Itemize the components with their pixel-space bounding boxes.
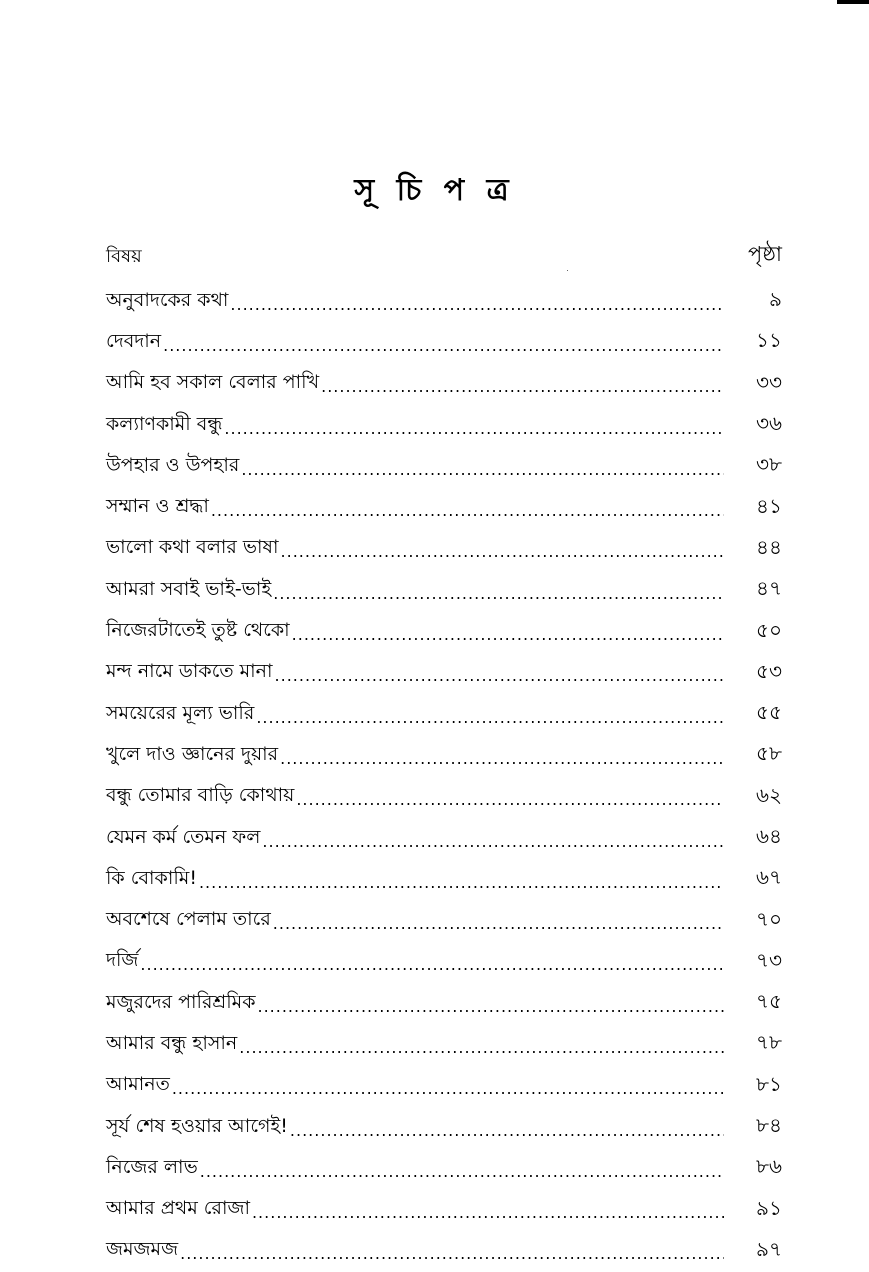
toc-entry-title: আমার প্রথম রোজা: [106, 1197, 250, 1220]
toc-entry-title: সম্মান ও শ্রদ্ধা: [106, 495, 209, 518]
toc-entry-page-number: ৭৮: [756, 1030, 782, 1055]
toc-entry: [106, 446, 782, 487]
toc-entry: [106, 1190, 782, 1231]
dot-leader: [256, 704, 724, 726]
dot-leader: [140, 951, 724, 973]
toc-entry-title: যেমন কর্ম তেমন ফল: [106, 825, 261, 848]
toc-entry: [106, 1024, 782, 1065]
toc-entry: [106, 322, 782, 363]
toc-entry-page-number: ৫৮: [756, 741, 782, 766]
page-title: সূ চি প ত্র: [354, 173, 515, 208]
toc-entry-title: জমজমজ: [106, 1238, 179, 1261]
toc-entry-title: কল্যাণকামী বন্ধু: [106, 412, 223, 435]
toc-entry-page-number: ৮১: [756, 1071, 782, 1096]
toc-entry-title: মজুরদের পারিশ্রমিক: [106, 990, 256, 1013]
dot-leader: [280, 745, 724, 767]
toc-entry-page-number: ৪৪: [756, 534, 782, 559]
toc-entry-title: দর্জি: [106, 949, 139, 972]
toc-entry-page-number: ৫০: [756, 617, 782, 642]
toc-entry: [106, 529, 782, 570]
dot-leader: [290, 1117, 724, 1139]
toc-entry: [106, 777, 782, 818]
dot-leader: [199, 869, 724, 891]
toc-entry-page-number: ১১: [756, 328, 782, 353]
toc-entry: [106, 1107, 782, 1148]
toc-entry-title: কি বোকামি!: [106, 866, 197, 889]
toc-entry: [106, 405, 782, 446]
toc-entry-title: আমানত: [106, 1073, 170, 1096]
toc-entry: [106, 1148, 782, 1189]
toc-entry-title: নিজেরটাতেই তুষ্ট থেকো: [106, 619, 290, 642]
dot-leader: [241, 456, 724, 478]
toc-entry-title: আমরা সবাই ভাই-ভাই: [106, 577, 272, 600]
dot-leader: [273, 580, 724, 602]
toc-entry-page-number: ৬৭: [755, 865, 782, 890]
toc-entry-page-number: ৩৬: [755, 411, 782, 436]
toc-entry: [106, 281, 782, 322]
toc-entry-page-number: ৯১: [756, 1195, 782, 1220]
toc-entry-title: অবশেষে পেলাম তারে: [106, 908, 271, 931]
toc-entry-page-number: ৭৩: [755, 947, 782, 972]
toc-entry-title: মন্দ নামে ডাকতে মানা: [106, 660, 273, 683]
toc-entry: [106, 364, 782, 405]
toc-entry-title: আমি হব সকাল বেলার পাখি: [106, 371, 320, 394]
toc-entry-page-number: ৬৪: [756, 824, 782, 848]
toc-entry-page-number: ৫৫: [756, 700, 782, 725]
dot-leader: [200, 1158, 724, 1180]
toc-entry-title: উপহার ও উপহার: [106, 453, 240, 476]
dot-leader: [230, 291, 724, 313]
toc-entry-title: সময়েরের মূল্য ভারি: [106, 701, 255, 724]
toc-entry-title: নিজের লাভ: [106, 1155, 198, 1178]
page-column-label: পৃষ্ঠা: [747, 242, 782, 266]
dot-leader: [281, 538, 724, 560]
toc-entry: [106, 653, 782, 694]
toc-entry-page-number: ৮৬: [756, 1154, 782, 1179]
dot-leader: [172, 1075, 724, 1097]
toc-entry: [106, 818, 782, 859]
dot-leader: [224, 415, 724, 437]
toc-entry: [106, 1066, 782, 1107]
toc-entry-page-number: ৯৭: [756, 1236, 782, 1261]
table-of-contents: [106, 281, 782, 1272]
toc-entry: [106, 487, 782, 528]
toc-entry: [106, 983, 782, 1024]
toc-entry-page-number: ৪১: [756, 493, 782, 518]
toc-entry: [106, 900, 782, 941]
toc-entry-page-number: ৮৪: [756, 1113, 782, 1138]
dot-leader: [262, 828, 724, 850]
toc-entry: [106, 611, 782, 652]
toc-entry-page-number: ৭০: [755, 906, 782, 931]
toc-entry-title: দেবদান: [106, 329, 162, 352]
dot-leader: [211, 497, 724, 519]
dot-leader: [296, 786, 724, 808]
corner-scan-mark: [837, 0, 869, 4]
toc-entry-title: বন্ধু তোমার বাড়ি কোথায়: [106, 784, 295, 807]
toc-entry-page-number: ৩৮: [756, 452, 782, 477]
toc-entry: [106, 735, 782, 776]
toc-entry: [106, 570, 782, 611]
toc-entry-page-number: ৯: [769, 287, 782, 312]
dot-leader: [292, 621, 724, 643]
toc-header: [106, 238, 782, 272]
toc-entry-title: আমার বন্ধু হাসান: [106, 1031, 238, 1054]
toc-entry: [106, 1231, 782, 1272]
toc-entry-page-number: ৪৭: [756, 576, 782, 601]
dot-leader: [275, 662, 724, 684]
toc-entry-title: ভালো কথা বলার ভাষা: [106, 536, 279, 559]
dot-leader: [163, 332, 724, 354]
toc-entry-page-number: ৬২: [755, 782, 782, 807]
toc-entry-title: খুলে দাও জ্ঞানের দুয়ার: [106, 742, 279, 765]
dot-leader: [252, 1199, 724, 1221]
subject-column-label: বিষয়: [106, 246, 142, 267]
dot-leader: [258, 993, 725, 1015]
toc-entry-title: অনুবাদকের কথা: [106, 288, 229, 311]
toc-entry: [106, 942, 782, 983]
toc-entry-page-number: ৩৩: [755, 369, 782, 394]
toc-entry: [106, 694, 782, 735]
toc-entry: [106, 859, 782, 900]
toc-entry-page-number: ৭৫: [756, 989, 782, 1014]
toc-entry-page-number: ৫৩: [756, 658, 782, 683]
dot-leader: [321, 373, 724, 395]
dot-leader: [273, 910, 724, 932]
dot-leader: [239, 1034, 724, 1056]
toc-entry-title: সূর্য শেষ হওয়ার আগেই!: [106, 1114, 288, 1137]
dot-leader: [180, 1240, 724, 1262]
